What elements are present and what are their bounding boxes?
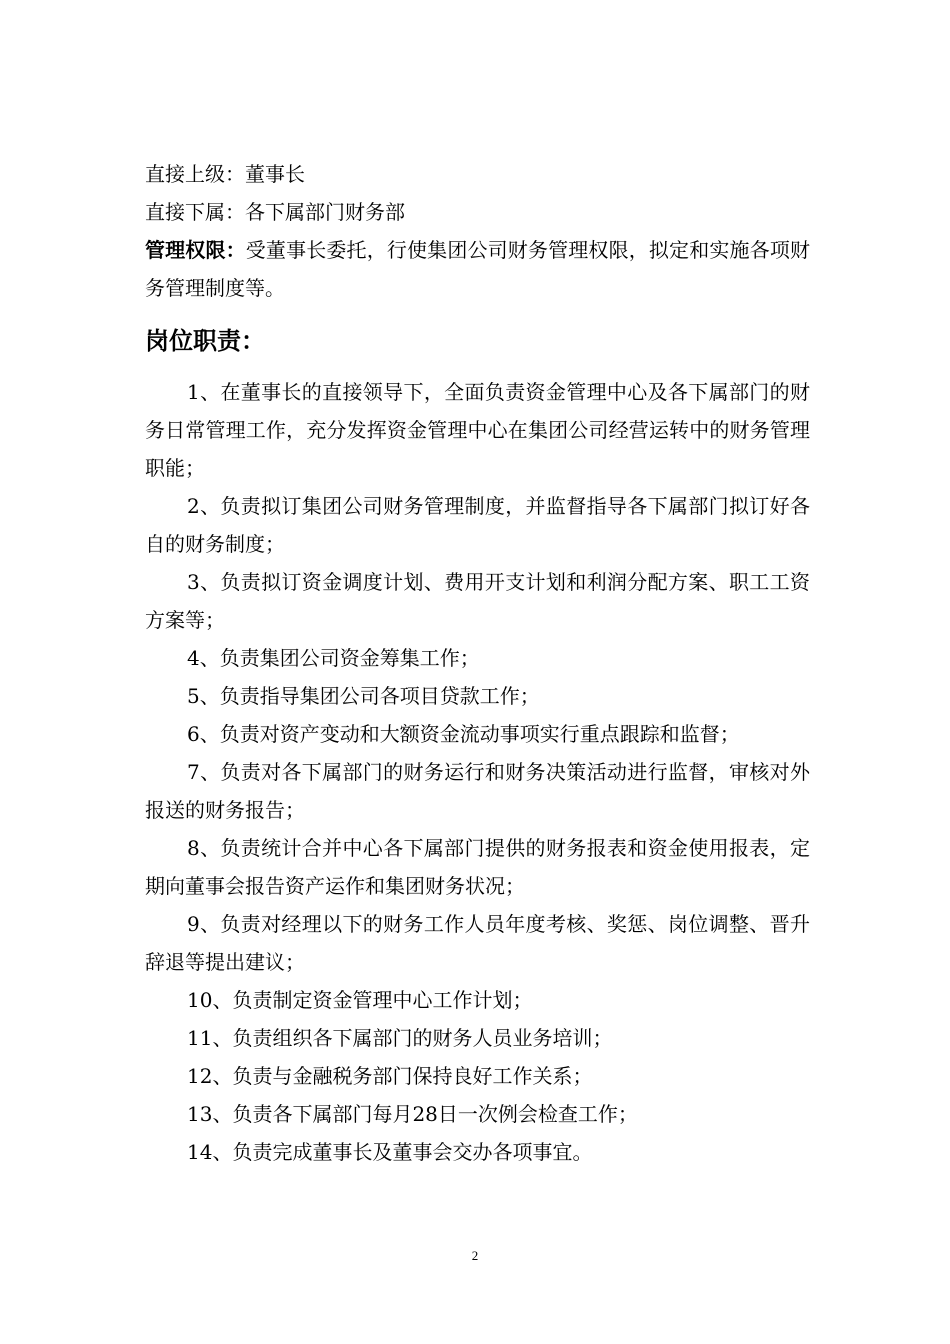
duty-item: 2、负责拟订集团公司财务管理制度，并监督指导各下属部门拟订好各自的财务制度；	[145, 494, 810, 556]
duty-item: 6、负责对资产变动和大额资金流动事项实行重点跟踪和监督；	[187, 722, 740, 746]
management-authority-paragraph	[145, 231, 810, 307]
section-title: 岗位职责：	[145, 326, 265, 355]
page-number: 2	[471, 1248, 479, 1263]
duty-item: 13、负责各下属部门每月28日一次例会检查工作；	[187, 1102, 638, 1126]
duty-item: 8、负责统计合并中心各下属部门提供的财务报表和资金使用报表，定期向董事会报告资产运作和集团财务状况；	[145, 836, 810, 898]
direct-subordinate-value: 各下属部门财务部	[245, 200, 405, 224]
duty-item: 10、负责制定资金管理中心工作计划；	[187, 988, 533, 1012]
duty-item: 12、负责与金融税务部门保持良好工作关系；	[187, 1064, 593, 1088]
duty-item: 5、负责指导集团公司各项目贷款工作；	[187, 684, 540, 708]
direct-subordinate-label: 直接下属：	[145, 200, 245, 224]
direct-subordinate-line	[145, 193, 810, 231]
direct-superior-line	[145, 155, 810, 193]
document-body	[145, 155, 810, 1171]
duty-item: 14、负责完成董事长及董事会交办各项事宜。	[187, 1140, 593, 1164]
management-authority-label: 管理权限：	[145, 238, 246, 262]
duties-list	[145, 373, 810, 1171]
duty-item: 1、在董事长的直接领导下，全面负责资金管理中心及各下属部门的财务日常管理工作，充分发挥资金管理中心在集团公司经营运转中的财务管理职能；	[145, 380, 810, 480]
duty-item: 7、负责对各下属部门的财务运行和财务决策活动进行监督，审核对外报送的财务报告；	[145, 760, 810, 822]
duty-item: 11、负责组织各下属部门的财务人员业务培训；	[187, 1026, 613, 1050]
management-authority-value: 受董事长委托，行使集团公司财务管理权限，拟定和实施各项财务管理制度等。	[145, 238, 810, 300]
duty-item: 4、负责集团公司资金筹集工作；	[187, 646, 480, 670]
direct-superior-label: 直接上级：	[145, 162, 245, 186]
duty-item: 9、负责对经理以下的财务工作人员年度考核、奖惩、岗位调整、晋升辞退等提出建议；	[145, 912, 810, 974]
direct-superior-value: 董事长	[245, 162, 305, 186]
duty-item: 3、负责拟订资金调度计划、费用开支计划和利润分配方案、职工工资方案等；	[145, 570, 810, 632]
